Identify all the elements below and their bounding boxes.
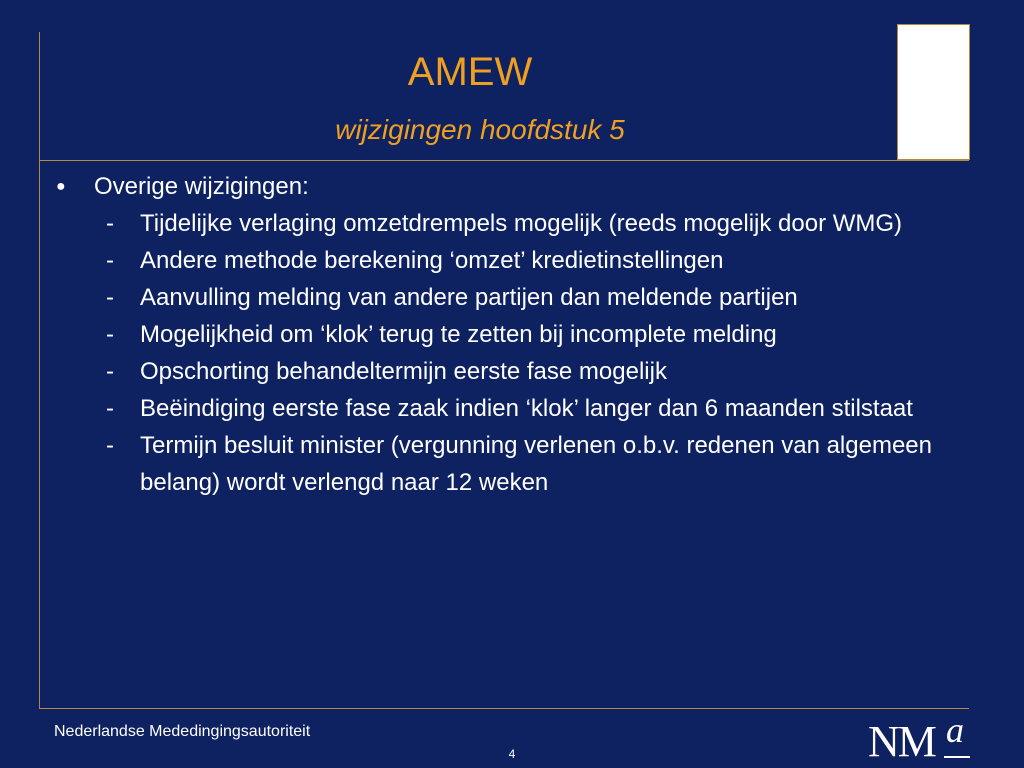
dash-icon: - [106,284,114,311]
sub-item [106,205,966,242]
logo-placeholder-box [897,24,970,160]
bullet-item [56,168,966,205]
sub-item-text: Beëindiging eerste fase zaak indien ‘klok’ langer dan 6 maanden stilstaat [140,395,913,422]
sub-item-text: Andere methode berekening ‘omzet’ kredietinstellingen [140,247,724,274]
slide-subtitle: wijzigingen hoofdstuk 5 [335,114,625,145]
nma-logo [868,710,978,766]
slide-title: AMEW [407,50,533,94]
sub-item-text: Tijdelijke verlaging omzetdrempels mogelijk (reeds mogelijk door WMG) [140,210,903,237]
sub-item-text: Aanvulling melding van andere partijen dan meldende partijen [140,284,798,311]
sub-item-text: Termijn besluit minister (vergunning verlenen o.b.v. redenen van algemeen belang) wordt verlengd naar 12 weken [140,432,932,496]
sub-item [106,353,966,390]
bullet-text: Overige wijzigingen: [94,173,309,200]
sub-item-text: Opschorting behandeltermijn eerste fase mogelijk [140,358,667,385]
nma-logo-underline [944,756,970,758]
dash-icon: - [106,432,114,459]
nma-logo-small: a [946,710,964,750]
header-rule [39,160,969,161]
footer-organization: Nederlandse Mededingingsautoriteit [54,723,311,740]
bullet-icon: ● [56,178,66,195]
sub-item [106,427,966,501]
dash-icon: - [106,395,114,422]
left-rule [39,32,40,708]
dash-icon: - [106,210,114,237]
sub-item-text: Mogelijkheid om ‘klok’ terug te zetten bij incomplete melding [140,321,777,348]
sub-item [106,279,966,316]
sub-item [106,316,966,353]
sub-item-list [56,205,966,501]
slide-content [56,168,966,501]
sub-item [106,242,966,279]
page-number: 4 [508,747,516,761]
dash-icon: - [106,321,114,348]
nma-logo-main: NM [868,717,935,766]
dash-icon: - [106,247,114,274]
dash-icon: - [106,358,114,385]
footer-rule [39,708,969,709]
sub-item [106,390,966,427]
